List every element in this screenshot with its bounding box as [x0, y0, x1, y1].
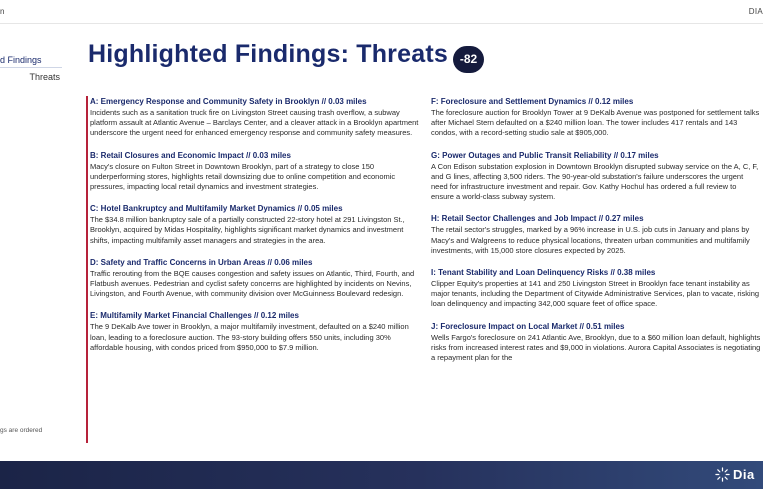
finding-j-title: J: Foreclosure Impact on Local Market // 0.51 miles	[431, 321, 625, 331]
finding-f-body: The foreclosure auction for Brooklyn Tower at 9 DeKalb Avenue was postponed for settlement talks after Michael Stern defaulted on a $240 million loan. The tower includes 417 rentals and 143 condos, with a record-setting studio sale at $905,000.	[431, 108, 760, 138]
findings-column-left	[90, 96, 420, 364]
finding-a-body: Incidents such as a sanitation truck fire on Livingston Street causing trash overflow, a subway platform assault at Atlantic Avenue – Barclays Center, and a cleaver attack in a Brooklyn apartment underscore the urgent need for enhanced emergency response and community safety measures.	[90, 108, 419, 138]
finding-h-body: The retail sector's struggles, marked by a 96% increase in U.S. job cuts in January and plans by Macy's and Walgreens to reduce physical locations, threaten urban communities and multifamily investments, with 15,000 store closures expected by 2025.	[431, 225, 750, 255]
findings-column-right	[431, 96, 761, 374]
finding-i-body: Clipper Equity's properties at 141 and 250 Livingston Street in Brooklyn face tenant instability as major tenants, including the Department of Citywide Administrative Services, plan to vacate, risking loan delinquency and impacting 342,000 square feet of office space.	[431, 279, 760, 309]
side-navigation	[0, 40, 62, 82]
top-left-label: n	[0, 7, 5, 16]
brand-name: Dia	[733, 467, 755, 482]
side-note	[0, 427, 62, 434]
finding-b	[90, 150, 420, 193]
accent-divider	[86, 96, 88, 443]
finding-j	[431, 321, 761, 364]
finding-h	[431, 213, 761, 256]
finding-d-title: D: Safety and Traffic Concerns in Urban Areas // 0.06 miles	[90, 257, 313, 267]
side-note-text: gs are ordered	[0, 427, 43, 434]
nav-item-findings[interactable]	[0, 40, 62, 68]
nav-item-findings-label: d Findings	[0, 55, 42, 65]
finding-c	[90, 203, 420, 246]
sunburst-logo-icon	[715, 467, 730, 482]
footer-bar	[0, 461, 763, 489]
finding-g	[431, 150, 761, 203]
top-right-label: DIA	[748, 7, 763, 16]
finding-c-body: The $34.8 million bankruptcy sale of a partially constructed 22-story hotel at 291 Livingston St., Brooklyn, acquired by Midas Hospitality, highlights significant market dynamics and investment shifts, impacting multifamily asset managers and strategies in the area.	[90, 215, 405, 245]
finding-i	[431, 267, 761, 310]
nav-item-threats[interactable]	[0, 72, 62, 82]
finding-e-body: The 9 DeKalb Ave tower in Brooklyn, a major multifamily investment, defaulted on a $240 million loan, leading to a foreclosure auction. The 93-story building offers 550 units, including 30% affordable housing, with condos priced from $950,000 to $7.9 million.	[90, 322, 409, 352]
finding-b-body: Macy's closure on Fulton Street in Downtown Brooklyn, part of a strategy to close 150 underperforming stores, highlights retail downsizing due to online competition and economic pressures, impacting local retail dynamics and investment strategies.	[90, 161, 396, 192]
brand-logo	[715, 467, 755, 482]
finding-d-body: Traffic rerouting from the BQE causes congestion and safety issues on Atlantic, Third, Fourth, and Flatbush avenues. Pedestrian and cyclist safety concerns are highlighted by incidents on Nevins, Livingston, and Fourth Avenue, with community division over McGuinness Boulevard redesign.	[90, 268, 415, 299]
finding-h-title: H: Retail Sector Challenges and Job Impact // 0.27 miles	[431, 214, 644, 224]
finding-i-title: I: Tenant Stability and Loan Delinquency Risks // 0.38 miles	[431, 268, 656, 278]
score-badge: -82	[453, 46, 484, 73]
finding-a-title: A: Emergency Response and Community Safety in Brooklyn // 0.03 miles	[90, 97, 367, 106]
finding-b-title: B: Retail Closures and Economic Impact // 0.03 miles	[90, 150, 291, 160]
finding-g-body: A Con Edison substation explosion in Downtown Brooklyn disrupted subway service on the A, C, F, and G lines, affecting 3,500 riders. The 90-year-old substation's failure underscores the urgent need for infrastructure investment and repair. Gov. Kathy Hochul has ordered a full review to ensure a world-class subway system.	[431, 161, 759, 202]
finding-e	[90, 310, 420, 353]
finding-f	[431, 96, 761, 139]
finding-f-title: F: Foreclosure and Settlement Dynamics // 0.12 miles	[431, 97, 634, 106]
finding-d	[90, 257, 420, 300]
nav-item-threats-label: Threats	[29, 72, 60, 82]
finding-e-title: E: Multifamily Market Financial Challenges // 0.12 miles	[90, 311, 299, 321]
finding-a	[90, 96, 420, 139]
finding-c-title: C: Hotel Bankruptcy and Multifamily Market Dynamics // 0.05 miles	[90, 204, 343, 214]
top-bar	[0, 0, 763, 24]
finding-g-title: G: Power Outages and Public Transit Reliability // 0.17 miles	[431, 150, 659, 160]
page-title: Highlighted Findings: Threats	[88, 40, 448, 68]
finding-j-body: Wells Fargo's foreclosure on 241 Atlantic Ave, Brooklyn, due to a $60 million loan default, highlights risks from increased interest rates and $9,000 in violations. Aurora Capital Associates is negotiating a repayment plan for the	[431, 332, 761, 363]
